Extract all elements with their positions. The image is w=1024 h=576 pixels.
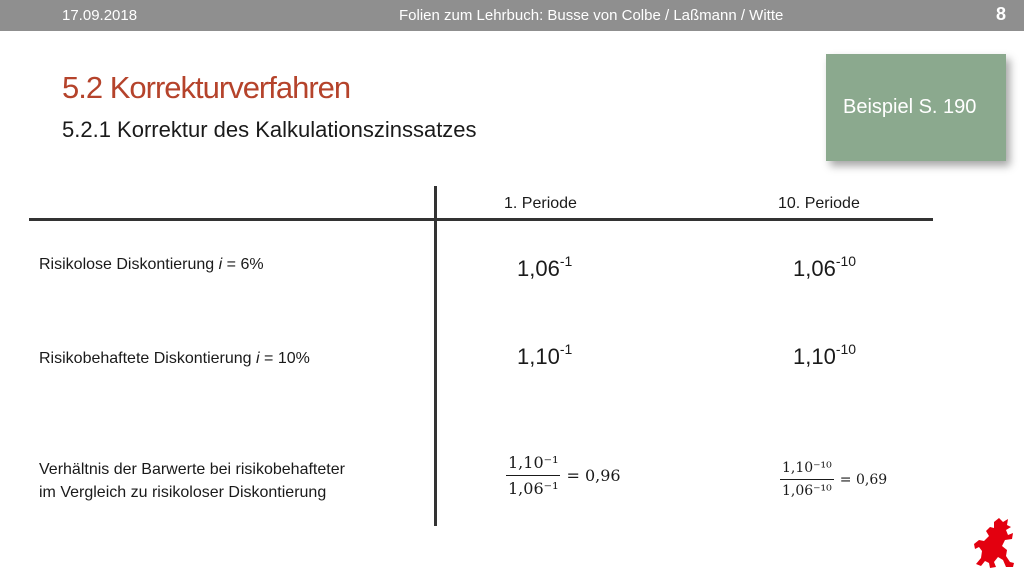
value-riskless-period-10	[793, 253, 857, 282]
row-label-rate: = 10%	[259, 350, 310, 367]
row-label-riskless	[39, 253, 264, 276]
value-riskless-period-1	[517, 253, 573, 282]
value-exponent: -1	[559, 341, 573, 357]
slide-subtitle: 5.2.1 Korrektur des Kalkulationszinssatzes	[62, 117, 477, 142]
fraction-numerator: 1,10⁻¹	[506, 453, 560, 476]
value-base: 1,06	[517, 256, 560, 281]
value-risky-period-1	[517, 341, 573, 370]
column-header-period-10: 10. Periode	[778, 195, 860, 212]
fraction-result: = 0,96	[566, 466, 621, 485]
header-date: 17.09.2018	[62, 7, 138, 24]
ratio-period-1	[506, 453, 621, 498]
row-label-ratio-line-2: im Vergleich zu risikoloser Diskontierung	[39, 484, 327, 501]
row-label-rate: = 6%	[222, 256, 264, 273]
value-base: 1,06	[793, 256, 836, 281]
value-exponent: -10	[835, 341, 857, 357]
fraction-numerator: 1,10⁻¹⁰	[780, 460, 834, 480]
value-risky-period-10	[793, 341, 857, 370]
example-badge	[826, 54, 1006, 161]
row-label-text: Risikolose Diskontierung	[39, 256, 219, 273]
fraction-result: = 0,69	[839, 471, 888, 488]
fraction-denominator: 1,06⁻¹⁰	[782, 483, 832, 499]
header-title: Folien zum Lehrbuch: Busse von Colbe / Laßmann / Witte	[399, 7, 784, 24]
fraction	[780, 460, 834, 499]
column-header-period-1: 1. Periode	[504, 195, 577, 212]
fraction	[506, 453, 560, 498]
fraction-denominator: 1,06⁻¹	[508, 479, 559, 498]
table-header-rule	[29, 218, 933, 221]
row-label-text: Risikobehaftete Diskontierung	[39, 350, 257, 367]
value-exponent: -10	[835, 253, 857, 269]
slide-title: 5.2 Korrekturverfahren	[62, 70, 351, 105]
row-label-ratio	[39, 458, 345, 504]
header-bar	[0, 0, 1024, 31]
page-number: 8	[996, 4, 1007, 24]
example-badge-label: Beispiel S. 190	[843, 96, 977, 118]
row-label-variable: i	[218, 256, 223, 273]
ratio-period-10	[780, 460, 887, 499]
berlin-bear-logo	[972, 516, 1016, 572]
value-base: 1,10	[793, 344, 836, 369]
value-exponent: -1	[559, 253, 573, 269]
row-label-risky	[39, 347, 310, 370]
row-label-ratio-line-1: Verhältnis der Barwerte bei risikobehafteter	[39, 461, 345, 478]
table-column-rule	[434, 186, 437, 526]
row-label-variable: i	[256, 350, 260, 367]
value-base: 1,10	[517, 344, 560, 369]
